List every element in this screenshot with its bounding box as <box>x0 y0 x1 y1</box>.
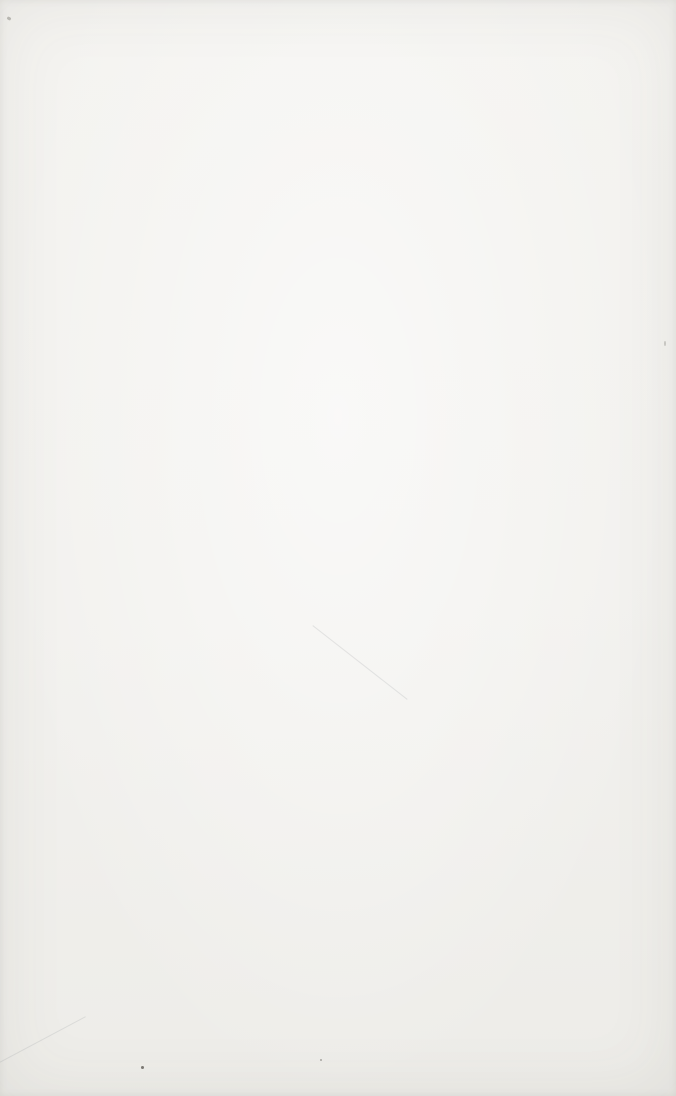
scan-speck <box>664 341 666 346</box>
scan-speck <box>141 1066 144 1069</box>
scan-speck <box>320 1059 322 1061</box>
